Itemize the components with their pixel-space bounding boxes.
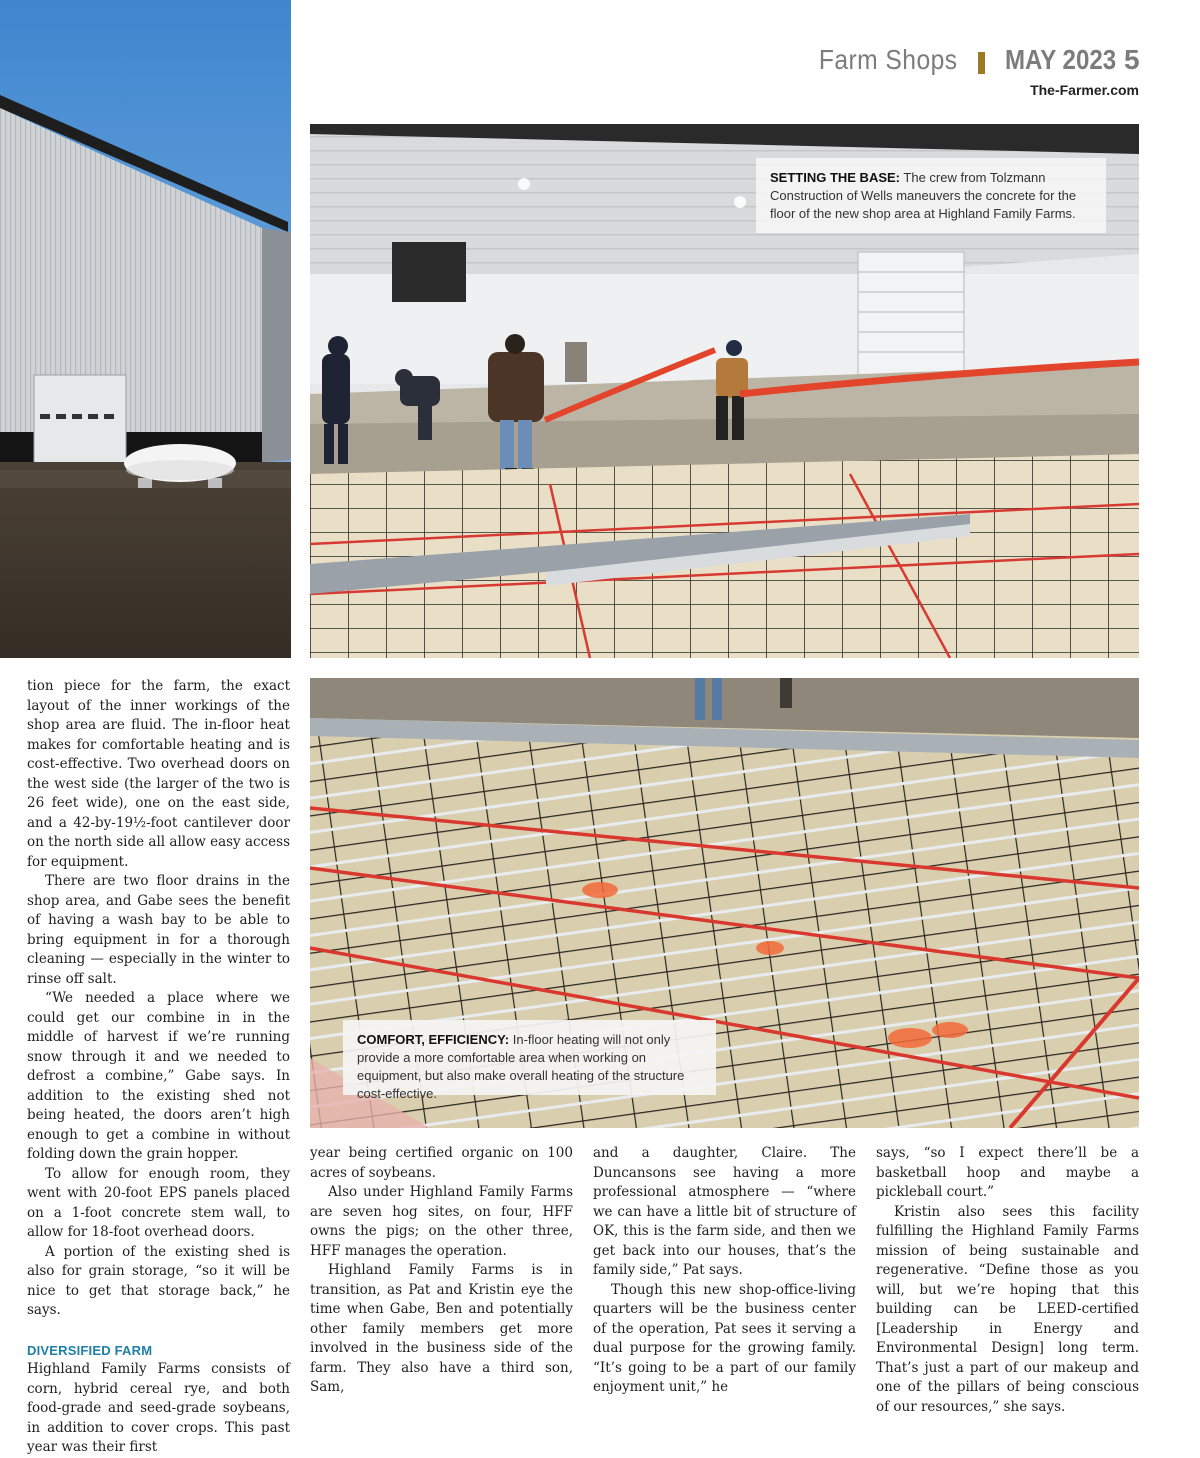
page-number: 5 [1124, 44, 1140, 75]
bottom-caption-title: COMFORT, EFFICIENCY: [357, 1032, 510, 1047]
top-caption-title: SETTING THE BASE: [770, 170, 901, 185]
paragraph: Kristin also sees this facility fulfilling the Highland Family Farms mission of being sustainable and regenerative. “Define those as you will, but we’re hoping that this building can be LEED-certified [Leadership in Energy and Environmental Design] long term. That’s just a part of our makeup and one of the pillars of being conscious of our resources,” she says. [876, 1203, 1139, 1415]
section-subhead: DIVERSIFIED FARM [27, 1342, 153, 1358]
paragraph: To allow for enough room, they went with 20-foot EPS panels placed on a 1-foot concrete stem wall, to allow for 18-foot overhead doors. [27, 1165, 290, 1240]
paragraph: says, “so I expect there’ll be a basketball hoop and maybe a pickleball court.” [876, 1145, 1139, 1200]
paragraph: “We needed a place where we could get our combine in in the middle of harvest if we’re running snow through it and we needed to defrost a combine,” Gabe says. In addition to the existing shed not being heated, the doors aren’t high enough to get a combine in without folding down the grain hopper. [27, 990, 290, 1162]
paragraph: tion piece for the farm, the exact layout of the inner workings of the shop area are fluid. The in-floor heat makes for comfortable heating and is cost-effective. Two overhead doors on the west side (the larger of the two is 26 feet wide), one on the east side, and a 42-by-19½-foot cantilever door on the north side all allow easy access for equipment. [27, 678, 290, 870]
article-column-1 [27, 677, 290, 1458]
paragraph: year being certified organic on 100 acres of soybeans. [310, 1145, 573, 1181]
paragraph: Highland Family Farms consists of corn, hybrid cereal rye, and both food-grade and seed-grade soybeans, in addition to cover crops. This past year was their first [27, 1361, 290, 1455]
paragraph: Also under Highland Family Farms are seven hog sites, on four, HFF owns the pigs; on the other three, HFF manages the operation. [310, 1184, 573, 1259]
article-column-2 [310, 1144, 573, 1398]
top-caption-text: The crew from Tolzmann Construction of Wells maneuvers the concrete for the floor of the new shop area at Highland Family Farms. [770, 170, 1077, 221]
article-column-4 [876, 1144, 1139, 1417]
website-link[interactable]: The-Farmer.com [1030, 82, 1139, 98]
paragraph: A portion of the existing shed is also for grain storage, “so it will be nice to get that storage back,” he says. [27, 1243, 290, 1318]
bottom-caption-text: In-floor heating will not only provide a more comfortable area when working on equipment, but also make overall heating of the structure cost-effective. [357, 1032, 685, 1101]
paragraph: Highland Family Farms is in transition, as Pat and Kristin eye the time when Gabe, Ben and potentially other family members get more involved in the business side of the farm. They also have a third son, Sam, [310, 1262, 573, 1395]
building-exterior-photo [0, 0, 291, 658]
paragraph: Though this new shop-office-living quarters will be the business center of the operation, Pat sees it serving a dual purpose for the growing family. “It’s going to be a part of our family enjoyment unit,” he [593, 1281, 856, 1395]
paragraph: There are two floor drains in the shop area, and Gabe sees the benefit of having a wash bay to be able to bring equipment in for a thorough cleaning — especially in the winter to rinse off salt. [27, 873, 290, 987]
issue-date: MAY 2023 [1005, 44, 1117, 75]
top-photo-caption [756, 158, 1106, 233]
article-column-3 [593, 1144, 856, 1398]
bottom-photo-caption [343, 1020, 716, 1101]
paragraph: and a daughter, Claire. The Duncansons see having a more professional atmosphere — “where we can have a little bit of structure of OK, this is the farm side, and then we get back into our houses, that’s the family side,” Pat says. [593, 1145, 856, 1278]
header-divider [978, 52, 985, 74]
section-title: Farm Shops [818, 44, 957, 75]
